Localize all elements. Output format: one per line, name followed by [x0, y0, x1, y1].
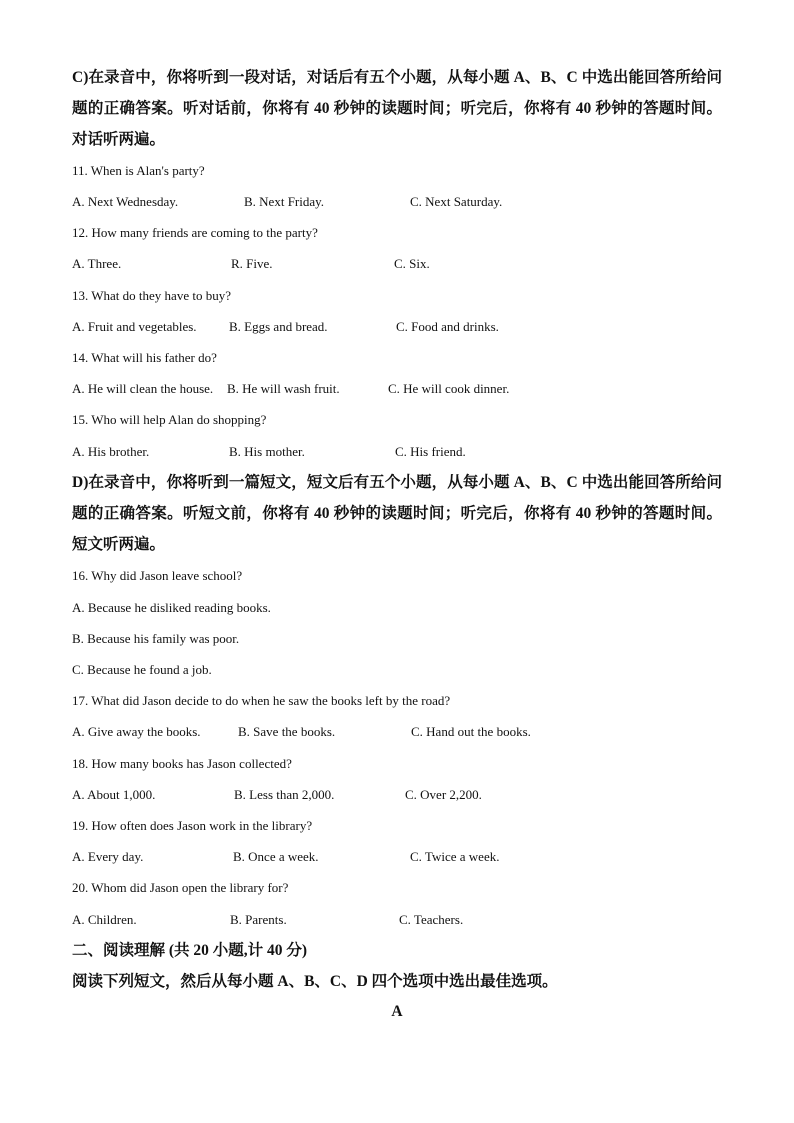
q14-option-b: B. He will wash fruit. — [227, 381, 340, 396]
question-13: 13. What do they have to buy? — [72, 288, 231, 303]
q14-option-a: A. He will clean the house. — [72, 381, 214, 396]
q15-option-c: C. His friend. — [395, 444, 466, 459]
q11-option-a: A. Next Wednesday. — [72, 194, 179, 209]
q19-option-b: B. Once a week. — [233, 849, 319, 864]
question-14: 14. What will his father do? — [72, 350, 217, 365]
question-18: 18. How many books has Jason collected? — [72, 756, 292, 771]
q12-option-a: A. Three. — [72, 256, 122, 271]
q20-option-c: C. Teachers. — [399, 912, 464, 927]
part-2-title: 二、阅读理解 (共 20 小题,计 40 分) — [72, 942, 308, 959]
section-d-instruction: D)在录音中，你将听到一篇短文，短文后有五个小题，从每小题 A、B、C 中选出能回答所给问题的正确答案。听短文前，你将有 40 秒钟的读题时间；听完后，你将有 40 秒钟的答题时间。短文听两遍。 — [72, 474, 722, 553]
q15-option-a: A. His brother. — [72, 444, 150, 459]
q15-option-b: B. His mother. — [229, 444, 305, 459]
q14-option-c: C. He will cook dinner. — [388, 381, 510, 396]
q18-option-b: B. Less than 2,000. — [234, 787, 335, 802]
question-11: 11. When is Alan's party? — [72, 163, 205, 178]
section-c-instruction: C)在录音中，你将听到一段对话，对话后有五个小题，从每小题 A、B、C 中选出能回答所给问题的正确答案。听对话前，你将有 40 秒钟的读题时间；听完后，你将有 40 秒钟的答题时间。对话听两遍。 — [72, 69, 722, 148]
question-12: 12. How many friends are coming to the party? — [72, 225, 318, 240]
q11-option-b: B. Next Friday. — [244, 194, 325, 209]
q17-option-c: C. Hand out the books. — [411, 724, 531, 739]
q20-option-a: A. Children. — [72, 912, 137, 927]
question-15: 15. Who will help Alan do shopping? — [72, 412, 267, 427]
q16-option-b: B. Because his family was poor. — [72, 631, 240, 646]
question-20: 20. Whom did Jason open the library for? — [72, 880, 289, 895]
question-19: 19. How often does Jason work in the library? — [72, 818, 313, 833]
q16-option-c: C. Because he found a job. — [72, 662, 212, 677]
q20-option-b: B. Parents. — [230, 912, 287, 927]
q19-option-c: C. Twice a week. — [410, 849, 500, 864]
q13-option-c: C. Food and drinks. — [396, 319, 499, 334]
q13-option-b: B. Eggs and bread. — [229, 319, 328, 334]
q17-option-a: A. Give away the books. — [72, 724, 201, 739]
q18-option-c: C. Over 2,200. — [405, 787, 482, 802]
question-16: 16. Why did Jason leave school? — [72, 568, 243, 583]
q12-option-b: R. Five. — [231, 256, 273, 271]
q18-option-a: A. About 1,000. — [72, 787, 156, 802]
q12-option-c: C. Six. — [394, 256, 430, 271]
q13-option-a: A. Fruit and vegetables. — [72, 319, 197, 334]
part-2-instruction: 阅读下列短文，然后从每小题 A、B、C、D 四个选项中选出最佳选项。 — [72, 973, 558, 990]
q11-option-c: C. Next Saturday. — [410, 194, 503, 209]
passage-letter: A — [391, 1003, 403, 1020]
question-17: 17. What did Jason decide to do when he saw the books left by the road? — [72, 693, 451, 708]
q19-option-a: A. Every day. — [72, 849, 144, 864]
q16-option-a: A. Because he disliked reading books. — [72, 600, 271, 615]
q17-option-b: B. Save the books. — [238, 724, 336, 739]
